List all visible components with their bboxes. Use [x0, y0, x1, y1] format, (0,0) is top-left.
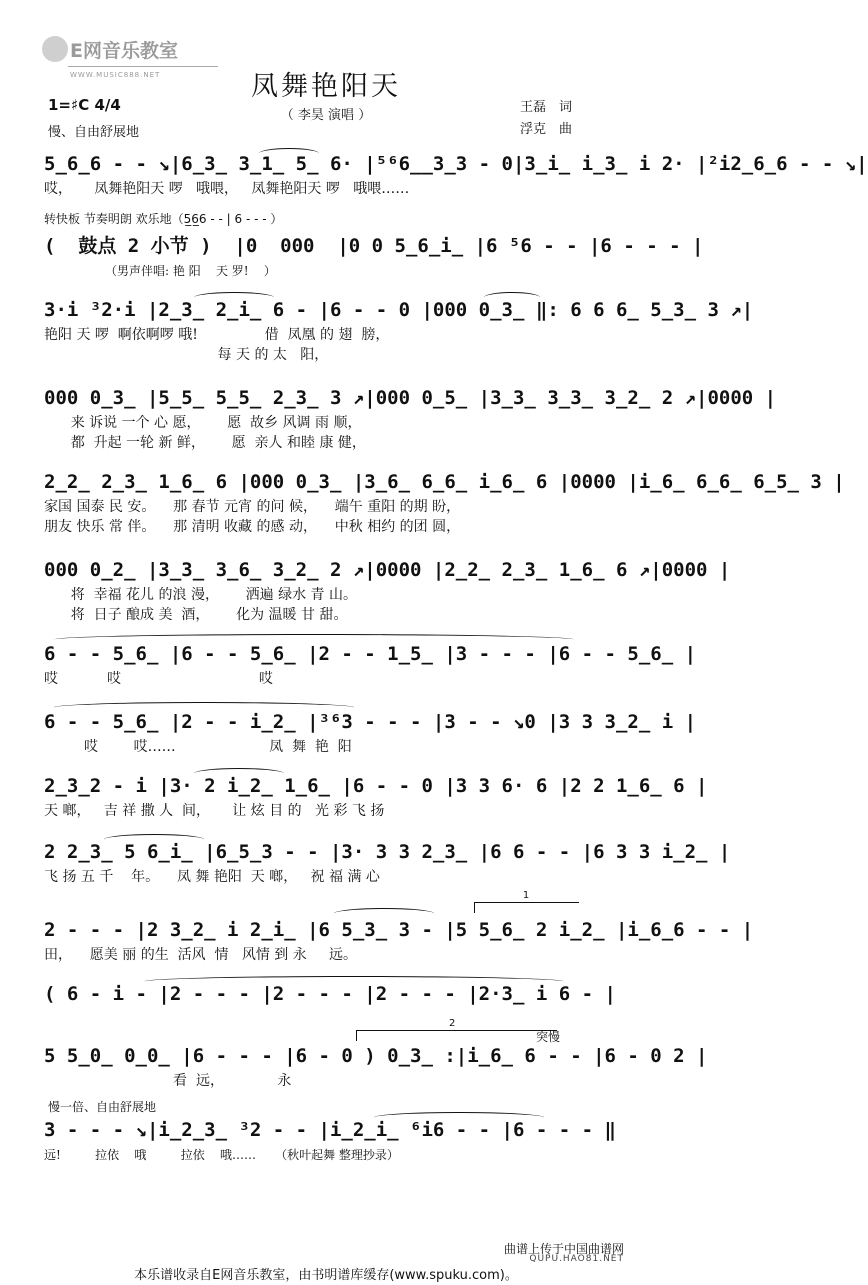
lyric-line: 将 幸福 花儿 的浪 漫， 洒遍 绿水 青 山。 — [44, 587, 358, 603]
composer-credit: 浮克 曲 — [520, 122, 573, 137]
watermark-url: WWW.MUSIC888.NET — [70, 71, 161, 79]
lyric-line: 朋友 快乐 常 伴。 那 清明 收藏 的感 动， 中秋 相约 的团 圆， — [44, 519, 461, 535]
lyric-line: 将 日子 酿成 美 酒， 化为 温暖 甘 甜。 — [44, 607, 348, 623]
song-title: 凤舞艳阳天 — [251, 71, 401, 102]
second-ending-bracket — [356, 1018, 557, 1041]
volta-number: 2 — [449, 1018, 456, 1029]
notation-line: 2 2̲3̲ 5 6̲i̲ |6̲5̲3 - - |3· 3 3 2̲3̲ |6 6 - - |6 3 3 i̲2̲ | — [44, 841, 731, 863]
music-note-icon — [42, 36, 68, 62]
notation-line: 000 0̲2̲ |3̲3̲ 3̲6̲ 3̲2̲ 2 ↗|0000 |2̲2̲ 2̲3̲ 1̲6̲ 6 ↗|0000 | — [44, 559, 731, 581]
volta-number: 1 — [522, 890, 530, 901]
lyricist-credit: 王磊 词 — [520, 100, 573, 115]
notation-line: 6 - - 5̲6̲ |6 - - 5̲6̲ |2 - - 1̲5̲ |3 - - - |6 - - 5̲6̲ | — [44, 643, 697, 665]
lyric-line: 哎 哎 哎 — [44, 671, 273, 687]
tempo-change-annotation: 慢一倍、自由舒展地 — [48, 1100, 157, 1114]
lyric-line: 天 啷， 吉 祥 撒 人 间， 让 炫 目 的 光 彩 飞 扬 — [44, 803, 385, 819]
lyric-line: 田， 愿美 丽 的生 活风 情 风情 到 永 远。 — [44, 947, 358, 963]
lyric-line: 飞 扬 五 千 年。 凤 舞 艳阳 天 啷， 祝 福 满 心 — [44, 869, 380, 885]
notation-line: ( 6 - i - |2 - - - |2 - - - |2 - - - |2·3̲ i 6 - | — [44, 983, 616, 1005]
notation-line: 2̲3̲2 - i |3· 2 i̲2̲ 1̲6̲ |6 - - 0 |3 3 6· 6 |2 2 1̲6̲ 6 | — [44, 775, 708, 797]
tempo-marking: 慢、自由舒展地 — [48, 125, 140, 140]
source-note: 本乐谱收录自E网音乐教室，由书明谱库缓存(www.spuku.com)。 — [134, 1268, 518, 1283]
first-ending-bracket — [474, 890, 579, 913]
lyric-line: 来 诉说 一个 心 愿， 愿 故乡 风调 雨 顺， — [44, 415, 362, 431]
lyric-line: 哎 哎…… 凤 舞 艳 阳 — [44, 739, 352, 755]
lyric-line: 每 天 的 太 阳， — [44, 347, 329, 363]
lyric-line: （男声伴唱: 艳 阳 天 罗! ） — [44, 264, 276, 278]
notation-line: 2 - - - |2 3̲2̲ i 2̲i̲ |6 5̲3̲ 3 - |5 5̲6̲ 2 i̲2̲ |i̲6̲6 - - | — [44, 919, 754, 941]
lyric-line: 家国 国泰 民 安。 那 春节 元宵 的问 候， 端午 重阳 的期 盼， — [44, 499, 461, 515]
notation-line: 000 0̲3̲ |5̲5̲ 5̲5̲ 2̲3̲ 3 ↗|000 0̲5̲ |3̲3̲ 3̲3̲ 3̲2̲ 2 ↗|0000 | — [44, 387, 777, 409]
lyric-line: 哎， 凤舞艳阳天 啰 哦喂， 凤舞艳阳天 啰 哦喂…… — [44, 181, 410, 197]
tempo-change-annotation: 转快板 节奏明朗 欢乐地（5̲6̲6 - - | 6 - - - ） — [44, 212, 283, 226]
singer-credit: （ 李昊 演唱 ） — [280, 108, 372, 123]
notation-line: 6 - - 5̲6̲ |2 - - i̲2̲ |³⁶3 - - - |3 - - ↘0 |3 3 3̲2̲ i | — [44, 711, 697, 733]
notation-line: ( 鼓点 2 小节 ) |0 000 |0 0 5̲6̲i̲ |6 ⁵6 - - |6 - - - | — [44, 235, 704, 257]
notation-line: 2̲2̲ 2̲3̲ 1̲6̲ 6 |000 0̲3̲ |3̲6̲ 6̲6̲ i̲6̲ 6 |0000 |i̲6̲ 6̲6̲ 6̲5̲ 3 | — [44, 471, 845, 493]
upload-url: QUPU.HAO81.NET — [529, 1254, 624, 1264]
lyric-line: 艳阳 天 啰 啊依啊啰 哦! 借 凤凰 的 翅 膀， — [44, 327, 390, 343]
upload-note: 曲谱上传于中国曲谱网 — [503, 1242, 624, 1256]
key-signature: 1=♯C 4/4 — [48, 96, 121, 114]
notation-line: 3·i ³2·i |2̲3̲ 2̲i̲ 6 - |6 - - 0 |000 0̲3̲ ‖: 6 6 6̲ 5̲3̲ 3 ↗| — [44, 299, 754, 321]
watermark-name: E网音乐教室 — [70, 40, 178, 62]
notation-line: 3 - - - ↘|i̲2̲3̲ ³2 - - |i̲2̲i̲ ⁶i6 - - |6 - - - ‖ — [44, 1119, 616, 1141]
lyric-line: 看 远， 永 — [44, 1073, 292, 1089]
lyric-line: 远! 拉依 哦 拉依 哦…… （秋叶起舞 整理抄录） — [44, 1148, 399, 1162]
sudden-slow-mark: 突慢 — [536, 1030, 561, 1044]
lyric-line: 都 升起 一轮 新 鲜， 愿 亲人 和睦 康 健， — [44, 435, 366, 451]
notation-line: 5̲6̲6 - - ↘|6̲3̲ 3̲1̲ 5̲ 6· |⁵⁶6̲̲3̲3 - 0|3̲i̲ i̲3̲ i 2· |²i2̲6̲6 - - ↘| — [44, 153, 868, 175]
notation-line: 5 5̲0̲ 0̲0̲ |6 - - - |6 - 0 ) 0̲3̲ :|i̲6̲ 6 - - |6 - 0 2 | — [44, 1045, 708, 1067]
